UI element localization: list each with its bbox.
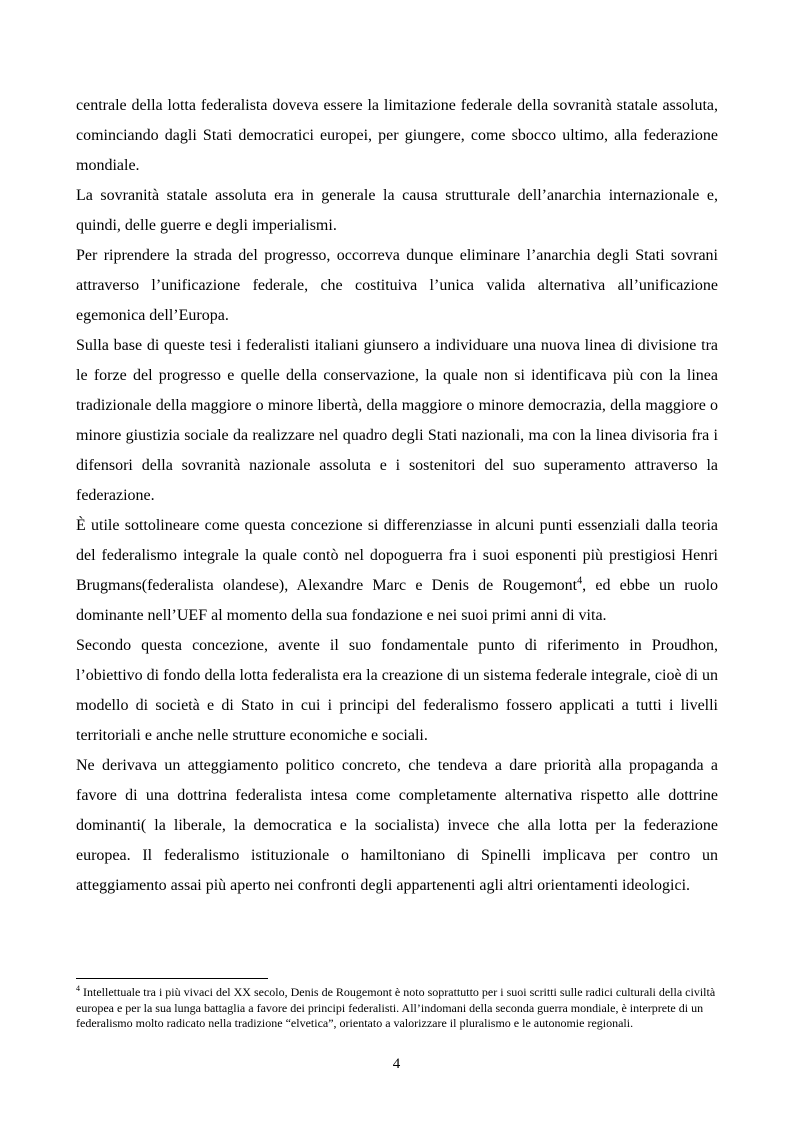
body-paragraph: Secondo questa concezione, avente il suo fondamentale punto di riferimento in Proudhon, l’obiettivo di fondo della lotta federalista era la creazione di un sistema federale integrale, cioè di un modello di società e di Stato in cui i principi del federalismo fossero applicati a tutti i livelli territoriali e anche nelle strutture economiche e sociali. (76, 637, 718, 744)
footnote-marker: 4 (76, 984, 80, 993)
footnote-separator (76, 978, 268, 979)
paragraph-text-continued: , ed ebbe un ruolo dominante nell’UEF al momento della sua fondazione e nei suoi primi anni di vita. (76, 577, 719, 624)
page-number: 4 (392, 1056, 401, 1072)
footnote-text: Intellettuale tra i più vivaci del XX secolo, Denis de Rougemont è noto soprattutto per i suoi scritti sulle radici culturali della civiltà europea e per la sua lunga battaglia a favore dei principi federalisti. All’indomani della seconda guerra mondiale, è interprete di un federalismo molto radicato nella tradizione “elvetica”, orientato a valorizzare il pluralismo e le autonomie regionali. (76, 985, 716, 1030)
paragraph-text: È utile sottolineare come questa concezione si differenziasse in alcuni punti essenziali dalla teoria del federalismo integrale la quale contò nel dopoguerra fra i suoi esponenti più prestigiosi Henri Brugmans(federalista olandese), Alexandre Marc e Denis de Rougemont (76, 517, 718, 594)
body-paragraph: Sulla base di queste tesi i federalisti italiani giunsero a individuare una nuova linea di divisione tra le forze del progresso e quelle della conservazione, la quale non si identificava più con la linea tradizionale della maggiore o minore libertà, della maggiore o minore democrazia, della maggiore o minore giustizia sociale da realizzare nel quadro degli Stati nazionali, ma con la linea divisoria fra i difensori della sovranità nazionale assoluta e i sostenitori del suo superamento attraverso la federazione. (76, 337, 718, 504)
footnote-reference[interactable]: 4 (577, 575, 583, 587)
body-paragraph: La sovranità statale assoluta era in generale la causa strutturale dell’anarchia internazionale e, quindi, delle guerre e degli imperialismi. (76, 187, 718, 234)
body-paragraph: centrale della lotta federalista doveva essere la limitazione federale della sovranità statale assoluta, cominciando dagli Stati democratici europei, per giungere, come sbocco ultimo, alla federazione mondiale. (76, 97, 718, 174)
body-paragraph: Ne derivava un atteggiamento politico concreto, che tendeva a dare priorità alla propaganda a favore di una dottrina federalista intesa come completamente alternativa rispetto alle dottrine dominanti( la liberale, la democratica e la socialista) invece che alla lotta per la federazione europea. Il federalismo istituzionale o hamiltoniano di Spinelli implicava per contro un atteggiamento assai più aperto nei confronti degli appartenenti agli altri orientamenti ideologici. (76, 757, 718, 894)
footnote (76, 985, 718, 1032)
body-paragraph-with-footnote (76, 511, 718, 631)
body-paragraph: Per riprendere la strada del progresso, occorreva dunque eliminare l’anarchia degli Stati sovrani attraverso l’unificazione federale, che costituiva l’unica valida alternativa all’unificazione egemonica dell’Europa. (76, 247, 718, 324)
page-body (76, 91, 718, 901)
